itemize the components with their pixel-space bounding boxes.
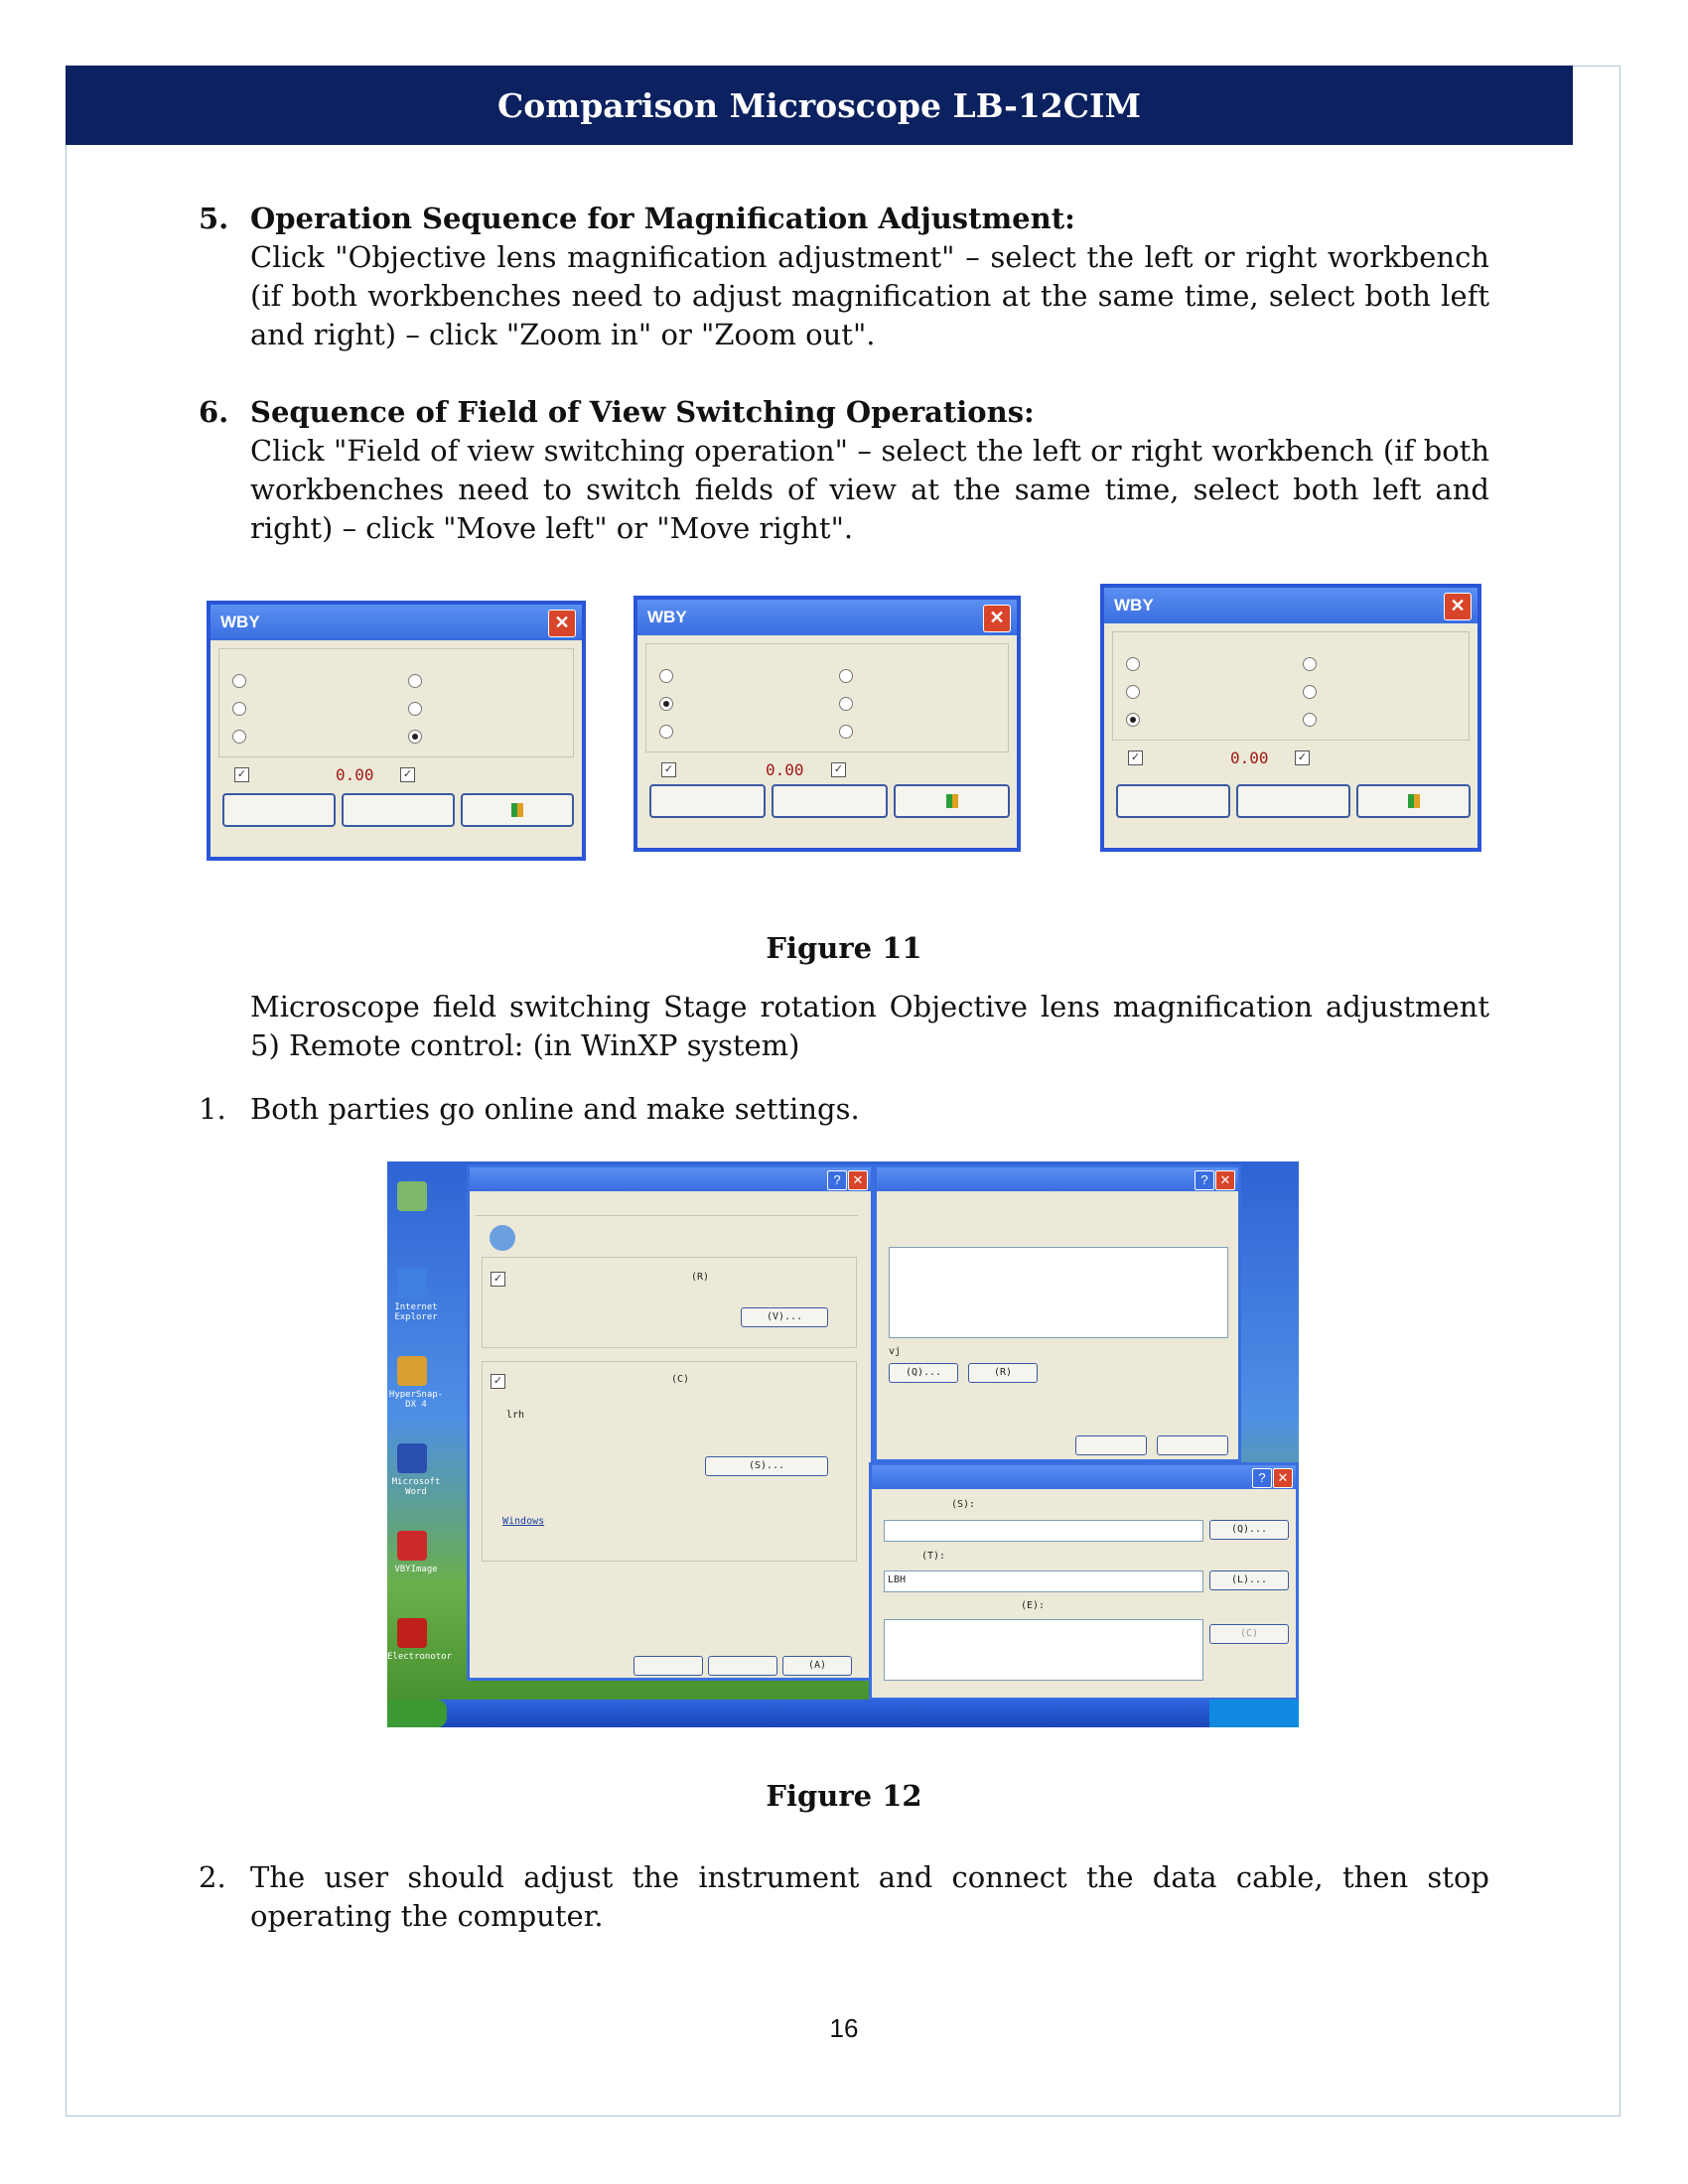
right-workbench-radio-2[interactable] — [839, 697, 853, 711]
browse-button[interactable]: (Q)... — [1209, 1520, 1289, 1540]
section-6-title — [199, 392, 1489, 432]
figure-11-note-text: Microscope field switching Stage rotation Objective lens magnification adjustment 5) Remote control: (in WinXP system) — [250, 990, 1489, 1062]
left-workbench-radio-3[interactable] — [659, 725, 673, 739]
workbench-group — [218, 648, 574, 757]
dialog-titlebar — [637, 600, 1017, 635]
properties-window — [467, 1164, 874, 1681]
dialog-titlebar — [211, 605, 582, 640]
right-workbench-radio-1[interactable] — [839, 669, 853, 683]
left-workbench-radio-3[interactable] — [232, 730, 246, 744]
step-1-number: 1. — [199, 1092, 226, 1126]
left-workbench-radio-2[interactable] — [659, 697, 673, 711]
dialog-title: WBY — [1114, 596, 1154, 614]
figure-12-caption: Figure 12 — [766, 1779, 922, 1813]
right-workbench-radio-1[interactable] — [1303, 657, 1317, 671]
figure-12-screenshot — [387, 1161, 1299, 1727]
select-users-button[interactable]: (S)... — [705, 1456, 828, 1476]
exit-button[interactable] — [894, 784, 1010, 818]
properties-window-titlebar — [470, 1167, 871, 1191]
dialog-title: WBY — [647, 608, 687, 626]
left-workbench-radio-1[interactable] — [659, 669, 673, 683]
group-remote-assistance — [482, 1257, 857, 1348]
properties-tabs[interactable] — [476, 1197, 858, 1216]
label-vj: vj — [889, 1346, 902, 1357]
section-6 — [199, 392, 1489, 548]
left-workbench-radio-1[interactable] — [232, 674, 246, 688]
info-textbox[interactable] — [889, 1247, 1228, 1338]
remote-assistance-checkbox[interactable]: ✓ — [491, 1272, 505, 1287]
magnification-dialog — [633, 596, 1021, 852]
zoom-out-button[interactable] — [1236, 784, 1350, 818]
ok-button[interactable] — [1075, 1435, 1147, 1455]
label-e: (E): — [1021, 1600, 1046, 1611]
section-5-title — [199, 199, 1489, 238]
field-s[interactable] — [884, 1520, 1203, 1542]
recycle-bin-icon[interactable] — [397, 1181, 427, 1211]
close-icon[interactable]: ✕ — [983, 605, 1011, 632]
desktop-icon-label: HyperSnap-DX 4 — [388, 1390, 444, 1410]
remote-desktop-text: lrh — [506, 1410, 525, 1421]
right-workbench-radio-1[interactable] — [408, 674, 422, 688]
close-icon[interactable]: ✕ — [1215, 1170, 1235, 1190]
close-icon[interactable]: ✕ — [1444, 593, 1472, 620]
desktop-icon-label: Electronotor — [387, 1652, 453, 1662]
left-workbench-radio-2[interactable] — [1126, 685, 1140, 699]
page-number: 16 — [829, 2013, 859, 2043]
right-workbench-radio-3[interactable] — [1303, 713, 1317, 727]
magnification-value: 0.00 — [1230, 749, 1269, 767]
internet-explorer-icon[interactable] — [397, 1269, 427, 1298]
magnification-value: 0.00 — [766, 760, 804, 779]
step-2-number: 2. — [199, 1860, 226, 1894]
step-2 — [199, 1858, 1489, 1936]
figure-11-caption: Figure 11 — [766, 931, 922, 965]
remote-settings-window — [874, 1164, 1241, 1462]
field-e[interactable] — [884, 1619, 1203, 1681]
cancel-button[interactable] — [1157, 1435, 1228, 1455]
connection-window-titlebar — [872, 1465, 1296, 1489]
left-checkbox[interactable]: ✓ — [1128, 751, 1143, 765]
workbench-group — [1112, 631, 1470, 741]
apply-button[interactable]: (A) — [782, 1656, 852, 1676]
word-icon[interactable] — [397, 1443, 427, 1473]
section-5-heading: Operation Sequence for Magnification Adjustment: — [250, 202, 1075, 235]
ok-button[interactable] — [633, 1656, 703, 1676]
right-workbench-radio-2[interactable] — [1303, 685, 1317, 699]
left-checkbox[interactable]: ✓ — [661, 762, 676, 777]
section-6-body: Click "Field of view switching operation" – select the left or right workbench (if both workbenches need to switch fields of view at the same time, select both left and right) – click "Move left" or "Move right". — [250, 434, 1489, 545]
left-checkbox[interactable]: ✓ — [234, 767, 249, 782]
remote-desktop-mark: (C) — [671, 1374, 690, 1385]
label-t: (T): — [921, 1551, 946, 1562]
remote-settings-titlebar — [877, 1167, 1238, 1191]
dialog-title: WBY — [220, 613, 260, 631]
section-5-body: Click "Objective lens magnification adjustment" – select the left or right workbench (if both workbenches need to adjust magnification at the same time, select both left and right) – click "Zoom in" or "Zoom out". — [250, 240, 1489, 351]
list-button[interactable]: (L)... — [1209, 1570, 1289, 1590]
step-1 — [199, 1090, 1489, 1129]
invite-button[interactable]: (Q)... — [889, 1363, 958, 1383]
left-workbench-radio-3[interactable] — [1126, 713, 1140, 727]
help-icon[interactable]: ? — [1195, 1170, 1214, 1190]
left-workbench-radio-2[interactable] — [232, 702, 246, 716]
dialog-titlebar — [1104, 588, 1477, 623]
right-workbench-radio-2[interactable] — [408, 702, 422, 716]
right-workbench-radio-3[interactable] — [839, 725, 853, 739]
electronotor-icon[interactable] — [397, 1618, 427, 1648]
right-checkbox[interactable]: ✓ — [831, 762, 846, 777]
start-button[interactable] — [387, 1700, 447, 1727]
zoom-in-button[interactable] — [1116, 784, 1230, 818]
section-6-heading: Sequence of Field of View Switching Operations: — [250, 395, 1035, 429]
close-icon[interactable]: ✕ — [548, 610, 576, 637]
exit-button[interactable] — [1356, 784, 1471, 818]
help-icon[interactable]: ? — [1252, 1468, 1272, 1488]
cancel-button[interactable] — [708, 1656, 777, 1676]
desktop-icon-label: VBYImage — [394, 1565, 438, 1574]
remove-button[interactable]: (R) — [968, 1363, 1038, 1383]
zoom-in-button[interactable] — [222, 793, 336, 827]
workbench-group — [645, 643, 1009, 752]
hypersnap-icon[interactable] — [397, 1356, 427, 1386]
desktop-icon-label: Microsoft Word — [391, 1477, 441, 1497]
advanced-button[interactable]: (V)... — [741, 1307, 828, 1327]
exit-button[interactable] — [461, 793, 574, 827]
magnification-dialog — [1100, 584, 1481, 852]
magnification-value: 0.00 — [336, 765, 374, 784]
vbyimage-icon[interactable] — [397, 1531, 427, 1561]
group-remote-desktop — [482, 1361, 857, 1562]
right-checkbox[interactable]: ✓ — [400, 767, 415, 782]
close-icon[interactable]: ✕ — [848, 1170, 868, 1190]
zoom-out-button[interactable] — [342, 793, 455, 827]
taskbar — [387, 1700, 1299, 1727]
figure-11-note — [199, 988, 1489, 1065]
label-s: (S): — [951, 1499, 976, 1510]
left-workbench-radio-1[interactable] — [1126, 657, 1140, 671]
section-6-number: 6. — [199, 395, 229, 429]
magnification-dialog — [207, 601, 586, 861]
help-icon[interactable]: ? — [827, 1170, 847, 1190]
section-5-number: 5. — [199, 202, 229, 235]
field-t[interactable] — [884, 1570, 1203, 1592]
zoom-in-button[interactable] — [649, 784, 766, 818]
field-t-value: LBH — [888, 1574, 907, 1585]
remote-assistance-mark: (R) — [691, 1272, 710, 1283]
close-icon[interactable]: ✕ — [1273, 1468, 1293, 1488]
right-checkbox[interactable]: ✓ — [1295, 751, 1310, 765]
network-icon — [490, 1225, 515, 1251]
clear-button[interactable]: (C) — [1209, 1624, 1289, 1644]
system-tray — [1209, 1700, 1299, 1727]
remote-desktop-checkbox[interactable]: ✓ — [491, 1374, 505, 1389]
zoom-out-button[interactable] — [772, 784, 888, 818]
step-1-text: Both parties go online and make settings. — [250, 1092, 860, 1126]
right-workbench-radio-3[interactable] — [408, 730, 422, 744]
step-2-text: The user should adjust the instrument and connect the data cable, then stop operating the computer. — [250, 1860, 1489, 1933]
section-5 — [199, 199, 1489, 354]
connection-window — [869, 1462, 1299, 1701]
desktop-icon-label: Internet Explorer — [394, 1302, 438, 1322]
windows-link[interactable]: Windows — [502, 1516, 545, 1527]
page-header-title: Comparison Microscope LB-12CIM — [66, 66, 1573, 145]
